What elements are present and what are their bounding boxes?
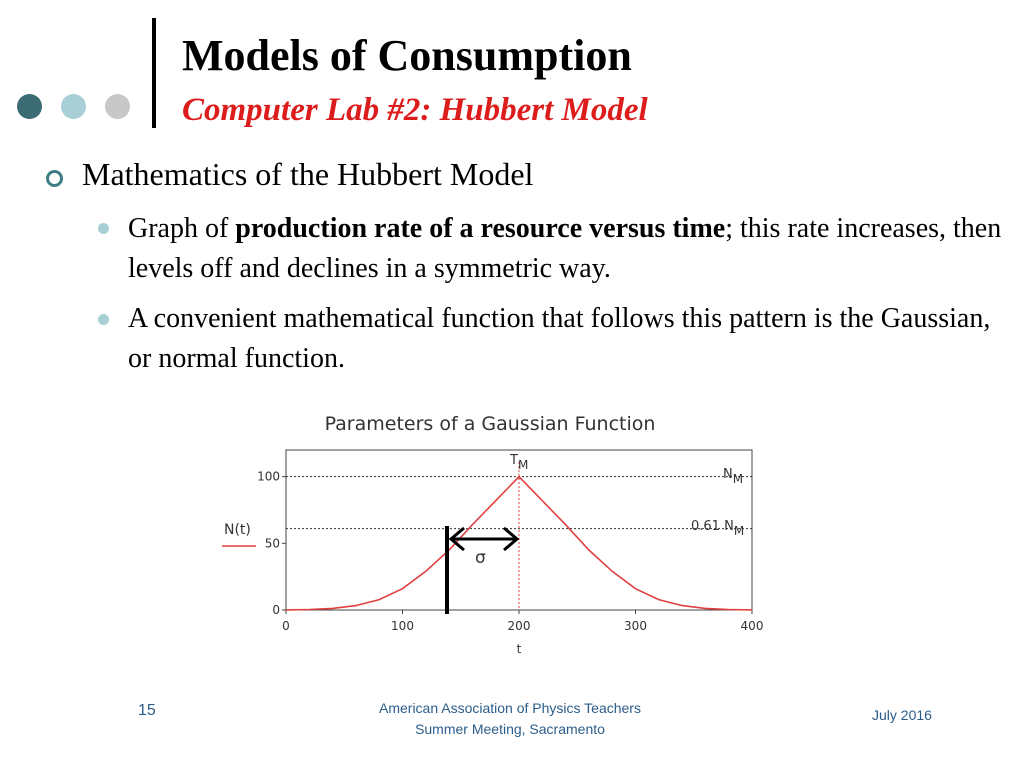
footer-date: July 2016 [872, 707, 932, 723]
footer-org-line2: Summer Meeting, Sacramento [415, 721, 605, 737]
bullet-graph-post: ; this rate increases, then levels off and declines in a symmetric way. [128, 213, 1002, 284]
y-tick-label: 100 [257, 469, 280, 484]
chart-title: Parameters of a Gaussian Function [324, 413, 656, 435]
dot-mid [61, 94, 86, 119]
dot-dark [17, 94, 42, 119]
bullet-graph-desc [128, 209, 1008, 289]
slide-subtitle: Computer Lab #2: Hubbert Model [182, 92, 648, 128]
footer-organization [330, 698, 690, 740]
page-number: 15 [138, 702, 156, 719]
x-axis-label: t [516, 642, 522, 656]
legend-label: N(t) [224, 522, 251, 538]
decorative-dots [17, 94, 132, 120]
bullet-dot-icon [98, 314, 109, 325]
y-tick-label: 0 [272, 603, 280, 617]
title-divider [152, 18, 156, 128]
y-axis-ticks [257, 470, 286, 617]
bullet-gaussian: A convenient mathematical function that follows this pattern is the Gaussian, or normal function. [128, 303, 991, 374]
y-tick-label: 50 [264, 536, 280, 551]
nm-label: NM [723, 467, 744, 486]
sigma-label: σ [475, 548, 486, 568]
nm061-label: 0.61 NM [691, 519, 745, 538]
gaussian-chart [210, 400, 790, 670]
x-tick-label: 200 [507, 619, 531, 633]
x-tick-label: 100 [391, 619, 414, 633]
x-tick-label: 400 [740, 619, 764, 633]
x-tick-label: 300 [624, 619, 647, 633]
slide-title: Models of Consumption [182, 31, 632, 80]
footer-org-line1: American Association of Physics Teachers [379, 700, 641, 716]
bullet-main: Mathematics of the Hubbert Model [82, 156, 534, 192]
bullet-graph-bold: production rate of a resource versus time [235, 213, 726, 244]
bullet-graph-pre: Graph of [128, 213, 236, 244]
bullet-dot-icon [98, 223, 109, 234]
x-axis-ticks [282, 610, 763, 633]
tm-label: TM [510, 453, 529, 472]
dot-light [105, 94, 130, 119]
x-tick-label: 0 [282, 619, 290, 633]
bullet-ring-icon [46, 170, 63, 187]
